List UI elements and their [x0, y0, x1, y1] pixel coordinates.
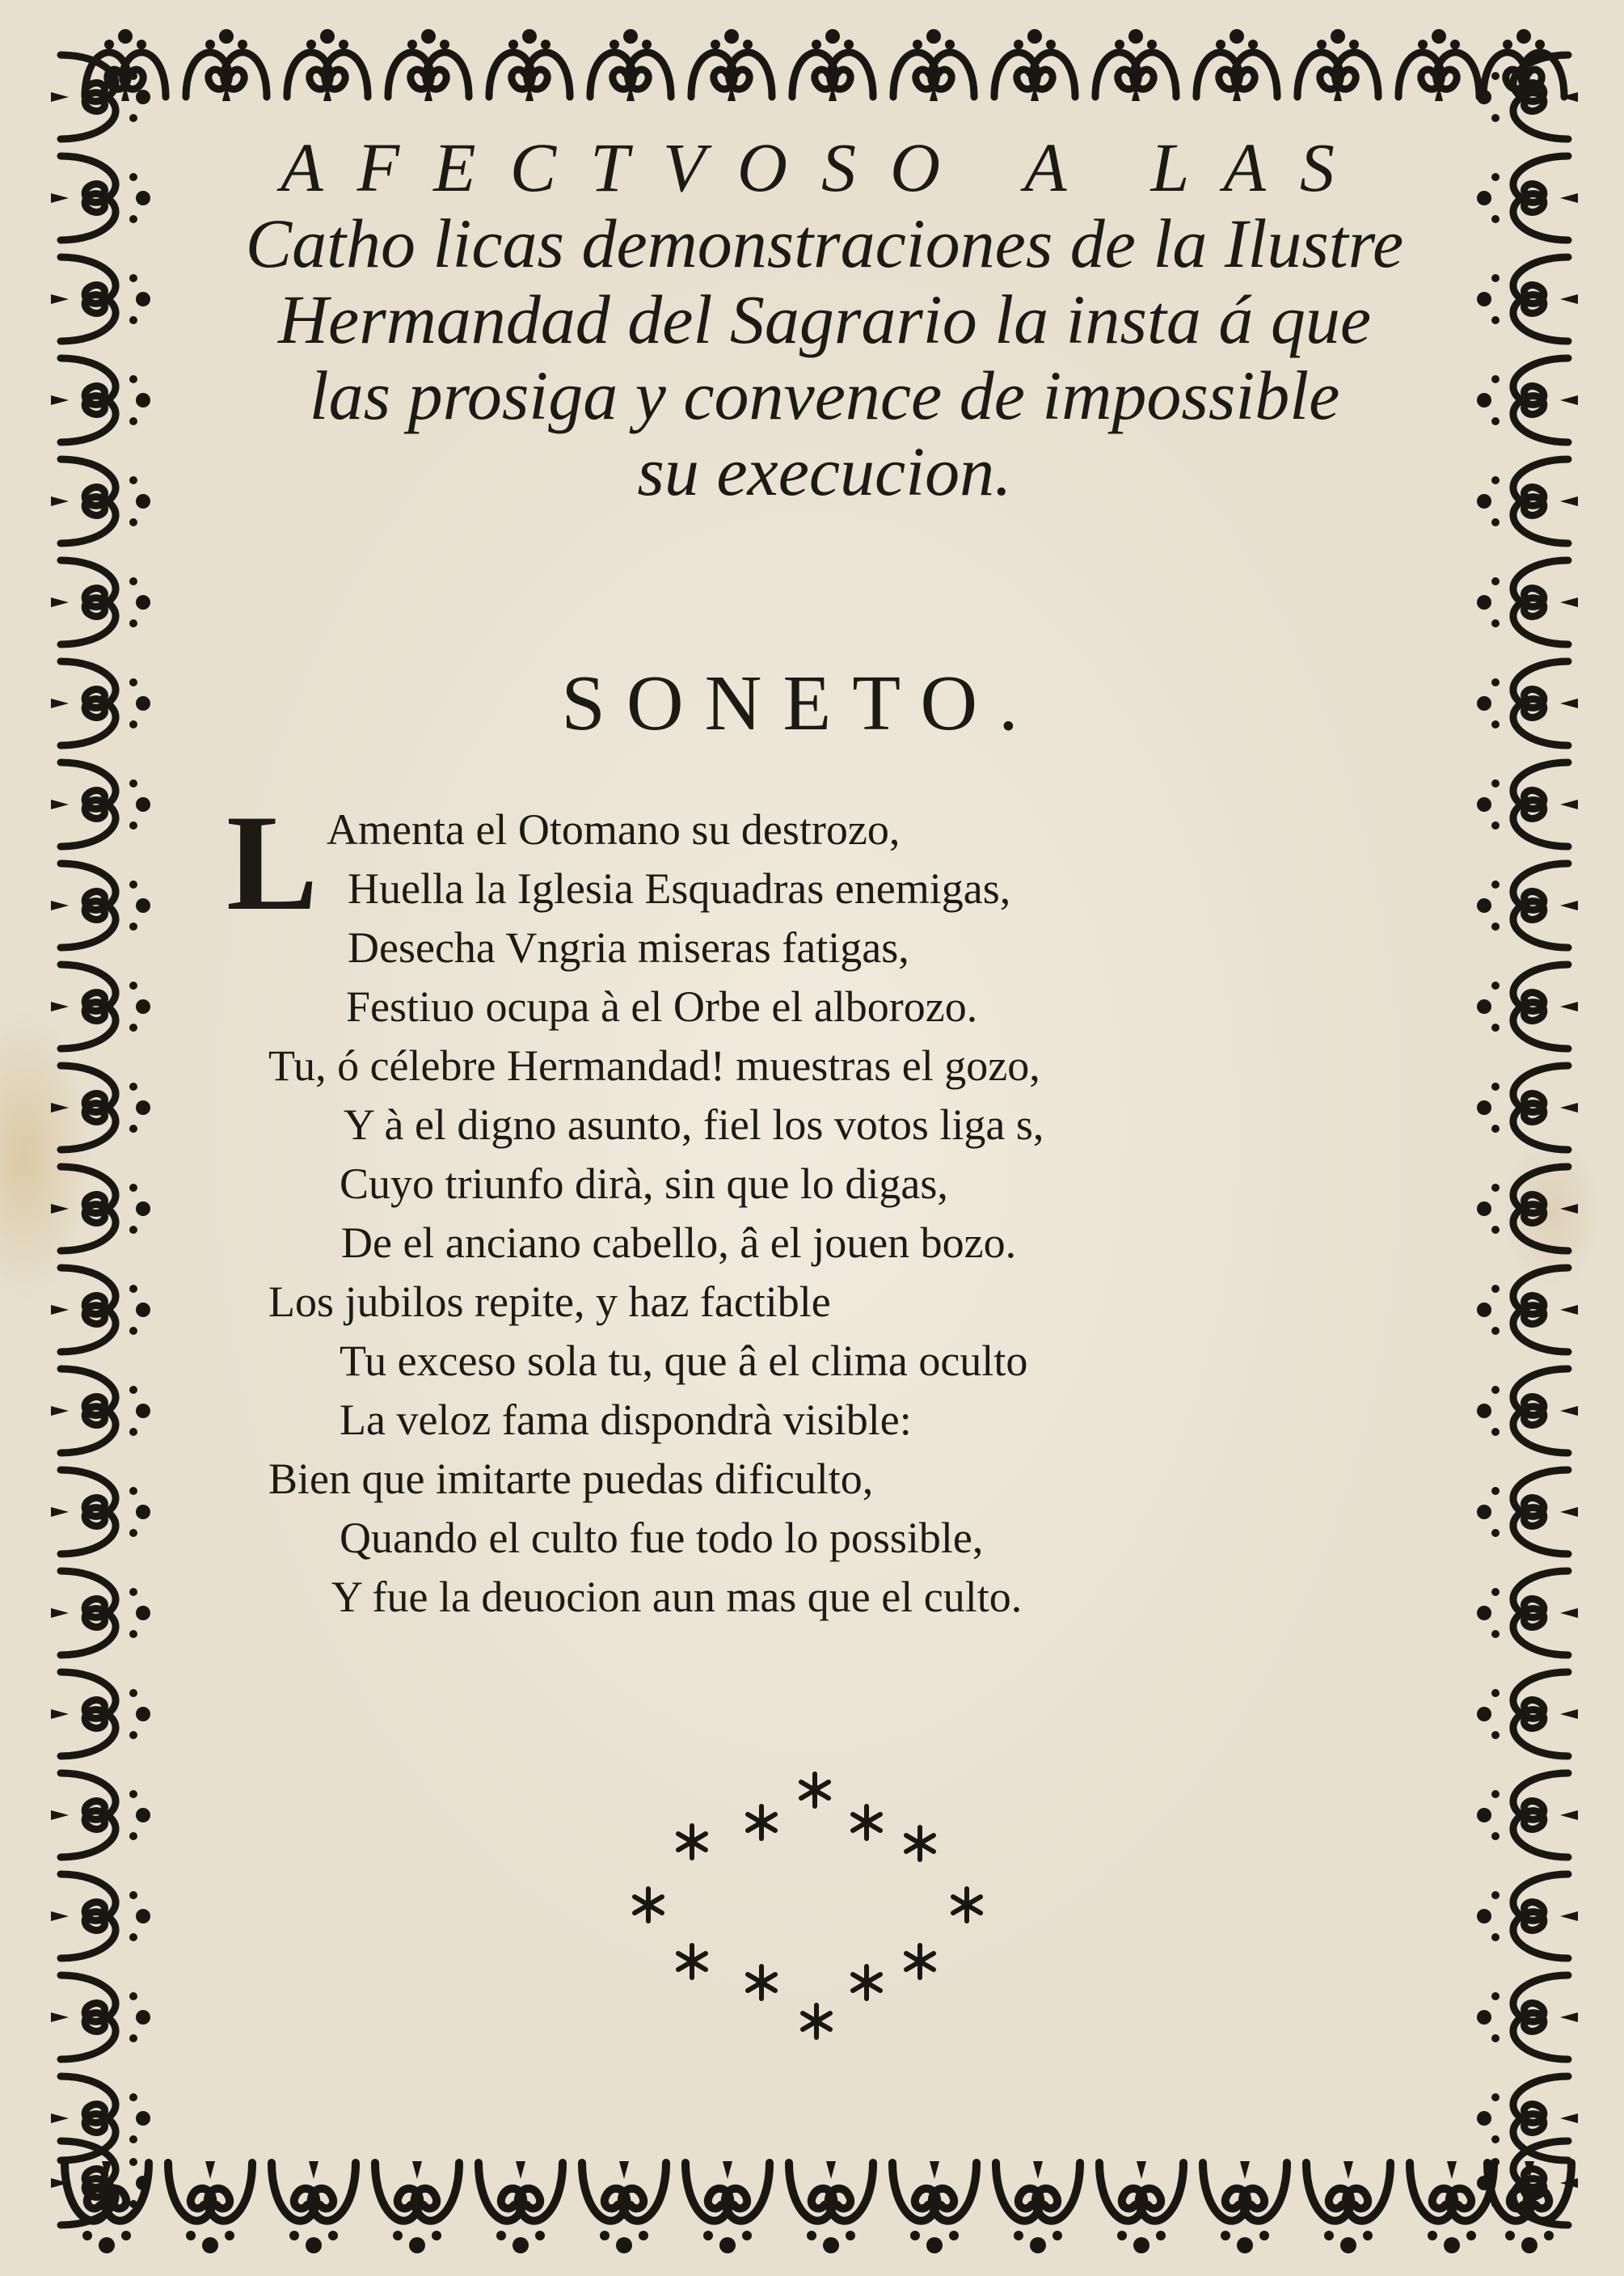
heading-line-4: las prosiga y convence de impossible [309, 357, 1340, 434]
floral-border-left-icon [44, 49, 162, 2232]
poem [226, 787, 1358, 1627]
verse: De el anciano cabello, â el jouen bozo. [341, 1218, 1017, 1267]
heading-line-1: AFECTVOSO A LAS [281, 129, 1369, 206]
verse: Tu, ó célebre Hermandad! muestras el gozo, [268, 1041, 1040, 1090]
verse: Cuyo triunfo dirà, sin que lo digas, [340, 1159, 948, 1208]
verse: La veloz fama dispondrà visible: [340, 1396, 912, 1444]
heading-line-5: su execucion. [637, 433, 1012, 510]
heading [162, 129, 1487, 509]
drop-cap: L [226, 787, 318, 939]
verse: Bien que imitarte puedas dificulto, [268, 1455, 874, 1503]
verse: Los jubilos repite, y haz factible [268, 1277, 831, 1326]
soneto-title: SONETO. [561, 660, 1040, 747]
verse: Tu exceso sola tu, que â el clima oculto [340, 1336, 1028, 1385]
heading-line-3: Hermandad del Sagrario la insta á que [277, 281, 1372, 358]
verse: Quando el culto fue todo lo possible, [340, 1514, 984, 1562]
floral-border-top-icon [77, 20, 1572, 117]
verse: Huella la Iglesia Esquadras enemigas, [348, 864, 1011, 913]
verse: Amenta el Otomano su destrozo, [327, 805, 901, 854]
verse: Festiuo ocupa à el Orbe el alborozo. [346, 982, 978, 1031]
verse: Y fue la deuocion aun mas que el culto. [331, 1573, 1023, 1621]
floral-border-bottom-icon [57, 2147, 1576, 2260]
verse: Y à el digno asunto, fiel los votos liga s, [344, 1100, 1044, 1149]
verse: Desecha Vngria miseras fatigas, [348, 923, 909, 972]
asterisk-ring-ornament-icon [614, 1763, 1002, 2070]
heading-line-2: Catho licas demonstraciones de la Ilustre [245, 205, 1404, 282]
